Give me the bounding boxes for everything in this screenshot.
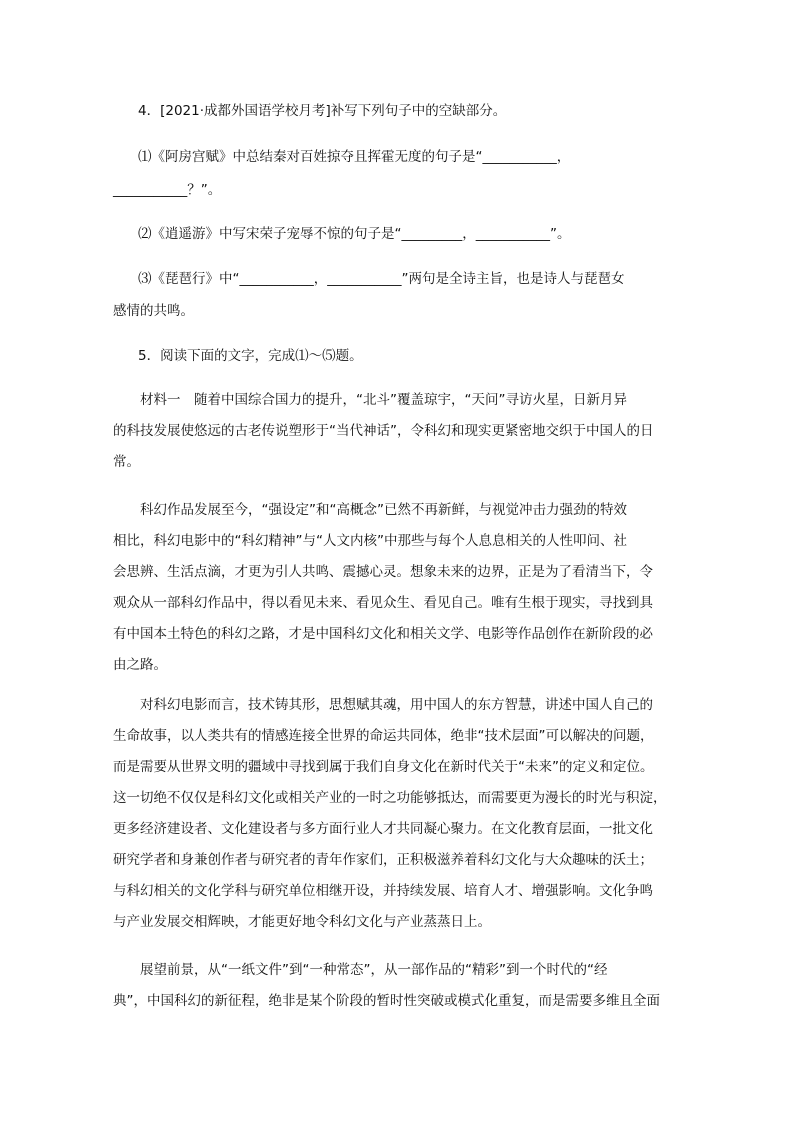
paragraph-line: 与科幻相关的文化学科与研究单位相继开设，并持续发展、培育人才、增强影响。文化争鸣 [113,883,653,899]
paragraph-line: 与产业发展交相辉映，才能更好地令科幻文化与产业蒸蒸日上。 [113,914,491,930]
paragraph-line: 相比，科幻电影中的“科幻精神”与“人文内核”中那些与每个人息息相关的人性叩问、社 [113,533,627,549]
question-4-item-1-line-2: ___________？”。 [113,182,222,198]
paragraph-material-1 [113,385,683,478]
paragraph-2 [113,495,683,681]
paragraph-line: 而是需要从世界文明的疆域中寻找到属于我们自身文化在新时代关于“未来”的定义和定位。 [113,759,654,775]
question-4-item-3-line-1: ⑶《琵琶行》中“___________，___________”两句是全诗主旨，也是诗人与琵琶女 [138,271,625,287]
question-4-item-2: ⑵《逍遥游》中写宋荣子宠辱不惊的句子是“_________，___________”。 [138,226,571,242]
paragraph-line: 研究学者和身兼创作者与研究者的青年作家们，正积极滋养着科幻文化与大众趣味的沃土； [113,852,653,868]
paragraph-line: 材料一 随着中国综合国力的提升，“北斗”覆盖琼宇，“天问”寻访火星，日新月异 [140,392,627,408]
paragraph-line: 更多经济建设者、文化建设者与多方面行业人才共同凝心聚力。在文化教育层面，一批文化 [113,821,653,837]
paragraph-line: 观众从一部科幻作品中，得以看见未来、看见众生、看见自己。唯有生根于现实，寻找到具 [113,595,653,611]
paragraph-line: 会思辨、生活点滴，才更为引人共鸣、震撼心灵。想象未来的边界，正是为了看清当下，令 [113,564,653,580]
paragraph-3 [113,690,683,938]
paragraph-line: 生命故事，以人类共有的情感连接全世界的命运共同体，绝非“技术层面”可以解决的问题， [113,728,654,744]
question-4-heading: 4．[2021·成都外国语学校月考]补写下列句子中的空缺部分。 [138,103,507,119]
question-4-item-3-line-2: 感情的共鸣。 [113,303,194,319]
paragraph-line: 科幻作品发展至今，“强设定”和“高概念”已然不再新鲜，与视觉冲击力强劲的特效 [140,502,627,518]
paragraph-4 [113,955,683,1017]
question-5-heading: 5．阅读下面的文字，完成⑴～⑸题。 [138,348,363,364]
paragraph-line: 常。 [113,454,140,470]
question-4-item-1-line-1: ⑴《阿房宫赋》中总结秦对百姓掠夺且挥霍无度的句子是“___________， [138,149,571,165]
paragraph-line: 由之路。 [113,657,167,673]
paragraph-line: 这一切绝不仅仅是科幻文化或相关产业的一时之功能够抵达，而需要更为漫长的时光与积淀， [113,790,667,806]
paragraph-line: 展望前景，从“一纸文件”到“一种常态”，从一部作品的“精彩”到一个时代的“经 [140,962,608,978]
paragraph-line: 对科幻电影而言，技术铸其形，思想赋其魂，用中国人的东方智慧，讲述中国人自己的 [140,697,653,713]
paragraph-line: 有中国本土特色的科幻之路，才是中国科幻文化和相关文学、电影等作品创作在新阶段的必 [113,626,653,642]
paragraph-line: 典”，中国科幻的新征程，绝非是某个阶段的暂时性突破或模式化重复，而是需要多维且全面 [113,993,660,1009]
paragraph-line: 的科技发展使悠远的古老传说塑形于“当代神话”，令科幻和现实更紧密地交织于中国人的日 [113,423,654,439]
